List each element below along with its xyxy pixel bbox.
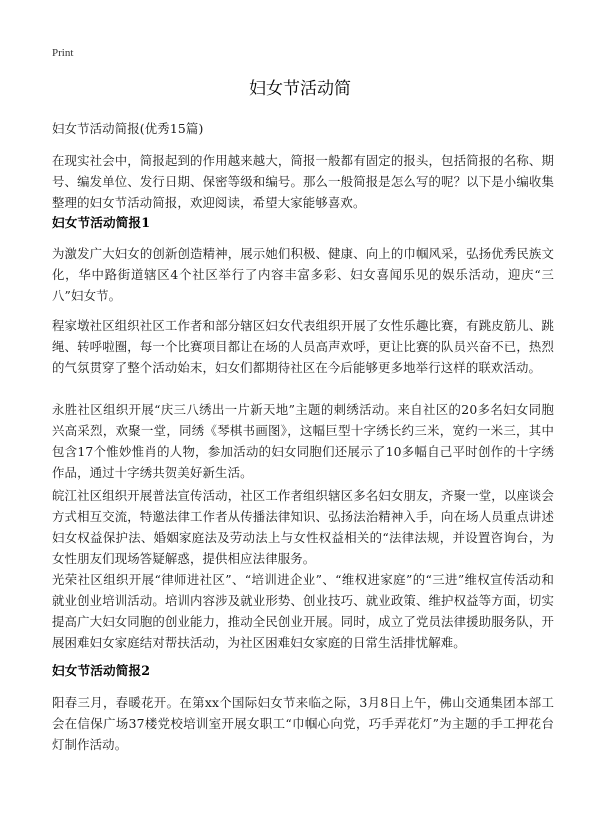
section-1-paragraph-1: 为激发广大妇女的创新创造精神，展示她们积极、健康、向上的巾帼风采，弘扬优秀民族文化，华中路街道辖区4个社区举行了内容丰富多彩、妇女喜闻乐见的娱乐活动，迎庆“三八”妇女节。 <box>52 246 554 303</box>
intro-paragraph: 在现实社会中，简报起到的作用越来越大，简报一般都有固定的报头，包括简报的名称、期号、编发单位、发行日期、保密等级和编号。那么一般简报是怎么写的呢？以下是小编收集整理的妇女节活动简报，欢迎阅读，希望大家能够喜欢。 <box>52 153 554 210</box>
section-2-paragraph-1: 阳春三月，春暖花开。在第xx个国际妇女节来临之际，3月8日上午，佛山交通集团本部工会在信保广场37楼党校培训室开展女职工“巾帼心向党，巧手弄花灯”为主题的手工押花台灯制作活动。 <box>52 695 554 752</box>
page-title: 妇女节活动简 <box>249 79 351 99</box>
section-1-paragraph-4: 皖江社区组织开展普法宣传活动，社区工作者组织辖区多名妇女朋友，齐聚一堂，以座谈会方式相互交流，特邀法律工作者从传播法律知识、弘扬法治精神入手，向在场人员重点讲述妇女权益保护法、婚姻家庭法及劳动法上与女性权益相关的“法律法规，并设置咨询台，为女性朋友们现场答疑解惑，提供相应法律服务。 <box>52 488 554 566</box>
section-1-paragraph-3: 永胜社区组织开展“庆三八绣出一片新天地”主题的刺绣活动。来自社区的20多名妇女同胞兴高采烈，欢聚一堂，同绣《琴棋书画图》，这幅巨型十字绣长约三米，宽约一米三，其中包含17个惟妙惟肖的人物，参加活动的妇女同胞们还展示了10多幅自己平时创作的十字绣作品，通过十字绣共贺美好新生活。 <box>52 402 554 480</box>
section-1-paragraph-5: 光荣社区组织开展“律师进社区”、“培训进企业”、“维权进家庭”的“三进”维权宣传活动和就业创业培训活动。培训内容涉及就业形势、创业技巧、就业政策、维护权益等方面，切实提高广大妇女同胞的创业能力，推动全民创业开展。同时，成立了党员法律援助服务队，开展困难妇女家庭结对帮扶活动，为社区困难妇女家庭的日常生活排忧解难。 <box>52 572 554 650</box>
section-1-paragraph-2: 程家墩社区组织社区工作者和部分辖区妇女代表组织开展了女性乐趣比赛，有跳皮筋儿、跳绳、转呼啦圈，每一个比赛项目都让在场的人员高声欢呼，更让比赛的队员兴奋不已，热烈的气氛贯穿了整个活动始末，妇女们都期待社区在今后能够更多地举行这样的联欢活动。 <box>52 318 554 375</box>
section-heading-1: 妇女节活动简报1 <box>52 215 151 230</box>
section-heading-2: 妇女节活动简报2 <box>52 663 151 678</box>
document-subtitle: 妇女节活动简报(优秀15篇) <box>52 121 204 136</box>
print-label[interactable]: Print <box>52 47 74 59</box>
